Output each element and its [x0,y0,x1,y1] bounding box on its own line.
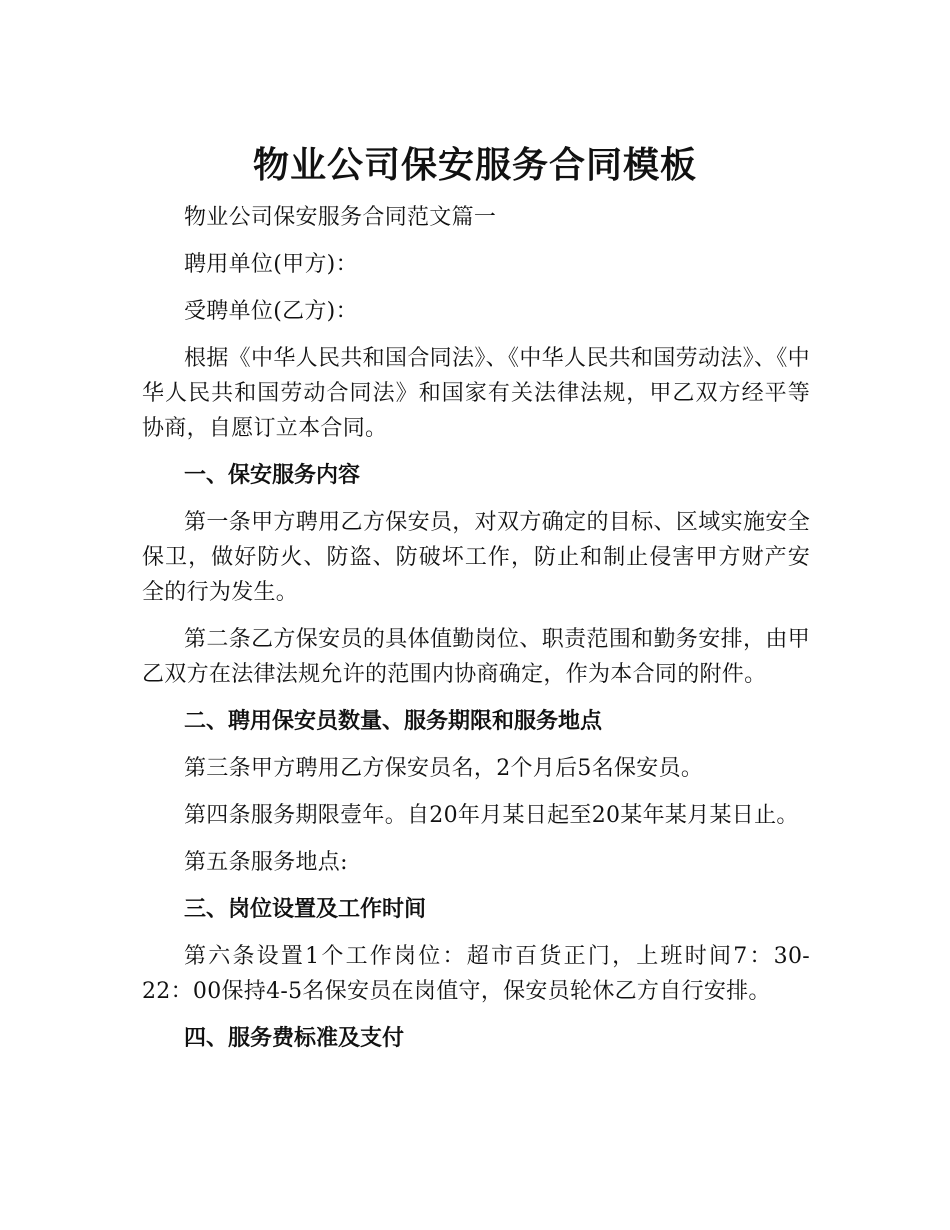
section-heading-staffing-term-location: 二、聘用保安员数量、服务期限和服务地点 [184,709,603,734]
section-heading-posts-hours: 三、岗位设置及工作时间 [184,897,427,922]
document-title: 物业公司保安服务合同模板 [252,145,697,187]
section-heading-service-content: 一、保安服务内容 [184,463,361,488]
intro-line: 物业公司保安服务合同范文篇一 [184,205,497,230]
party-b-line: 受聘单位(乙方)： [184,299,358,324]
article-4: 第四条服务期限壹年。自20年月某日起至20某年某月某日止。 [184,803,799,828]
article-3: 第三条甲方聘用乙方保安员名，2个月后5名保安员。 [184,756,704,781]
article-1: 第一条甲方聘用乙方保安员，对双方确定的目标、区域实施安全保卫，做好防火、防盗、防破坏工作，防止和制止侵害甲方财产安全的行为发生。 [142,510,810,605]
preamble-paragraph: 根据《中华人民共和国合同法》、《中华人民共和国劳动法》、《中华人民共和国劳动合同法》和国家有关法律法规，甲乙双方经平等协商，自愿订立本合同。 [142,346,810,441]
document-body [142,200,810,1068]
section-heading-fees-payment: 四、服务费标准及支付 [184,1026,405,1051]
party-a-line: 聘用单位(甲方)： [184,252,358,277]
article-2: 第二条乙方保安员的具体值勤岗位、职责范围和勤务安排，由甲乙双方在法律法规允许的范围内协商确定，作为本合同的附件。 [142,627,810,687]
article-6: 第六条设置1个工作岗位：超市百货正门，上班时间7：30-22：00保持4-5名保安员在岗值守，保安员轮休乙方自行安排。 [142,944,810,1004]
article-5: 第五条服务地点: [184,850,348,875]
